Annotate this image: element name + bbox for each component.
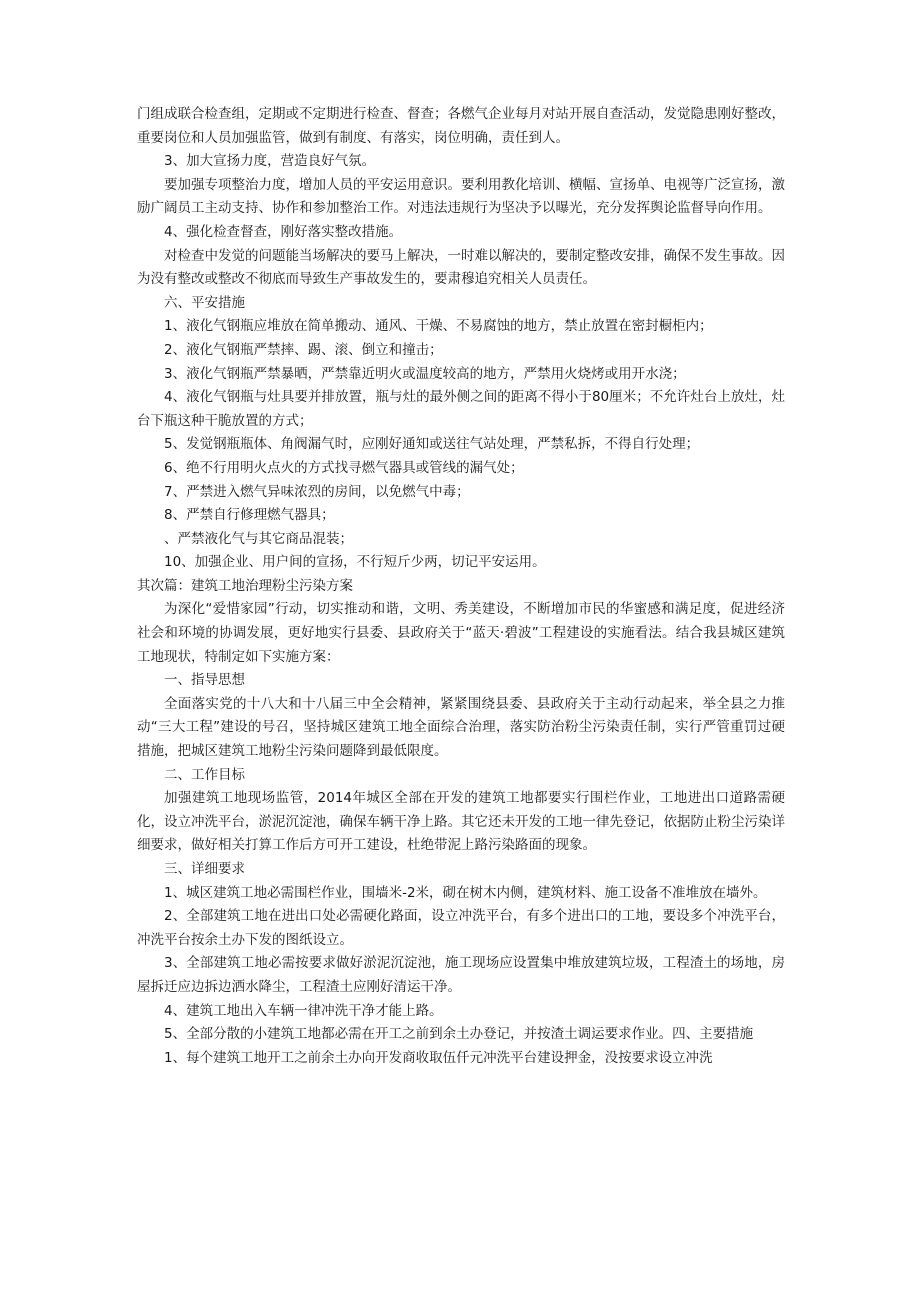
list-item: 7、严禁进入燃气异味浓烈的房间，以免燃气中毒；: [164, 483, 470, 500]
list-item: 2、全部建筑工地在进出口处必需硬化路面，设立冲洗平台，有多个进出口的工地，要设多个冲洗平台，冲洗平台按余土办下发的图纸设立。: [137, 908, 785, 948]
list-item: 5、发觉钢瓶瓶体、角阀漏气时，应刚好通知或送往气站处理，严禁私拆，不得自行处理；: [164, 436, 700, 453]
paragraph: 4、强化检查督查，刚好落实整改措施。: [164, 223, 403, 240]
list-item: 1、每个建筑工地开工之前余土办向开发商收取伍仟元冲洗平台建设押金，没按要求设立冲洗: [164, 1049, 713, 1066]
list-item: 3、全部建筑工地必需按要求做好淤泥沉淀池，施工现场应设置集中堆放建筑垃圾，工程渣土的场地，房屋拆迁应边拆边洒水降尘，工程渣土应刚好清运干净。: [137, 955, 785, 995]
section-heading: 二、工作目标: [164, 766, 245, 783]
list-item: 5、全部分散的小建筑工地都必需在开工之前到余土办登记，并按渣土调运要求作业。四、主要措施: [164, 1026, 754, 1043]
list-item: 2、液化气钢瓶严禁摔、踢、滚、倒立和撞击；: [164, 341, 443, 358]
paragraph: 门组成联合检查组，定期或不定期进行检查、督查；各燃气企业每月对站开展自查活动，发觉隐患刚好整改，重要岗位和人员加强监管，做到有制度、有落实，岗位明确，责任到人。: [137, 106, 785, 146]
list-item: 10、加强企业、用户间的宣扬，不行短斤少两，切记平安运用。: [164, 554, 546, 571]
article-title: 其次篇：建筑工地治理粉尘污染方案: [137, 577, 353, 594]
section-heading: 一、指导思想: [164, 672, 245, 689]
section-heading: 三、详细要求: [164, 861, 245, 877]
paragraph: 对检查中发觉的问题能当场解决的要马上解决，一时难以解决的，要制定整改安排，确保不发生事故。因为没有整改或整改不彻底而导致生产事故发生的，要肃穆追究相关人员责任。: [137, 247, 785, 288]
paragraph: 全面落实党的十八大和十八届三中全会精神，紧紧围绕县委、县政府关于主动行动起来，举全县之力推动“三大工程”建设的号召，坚持城区建筑工地全面综合治理，落实防治粉尘污染责任制，实行严管重罚过硬措施，把城区建筑工地粉尘污染问题降到最低限度。: [137, 695, 785, 760]
paragraph: 要加强专项整治力度，增加人员的平安运用意识。要利用教化培训、横幅、宣扬单、电视等广泛宣扬，激励广阔员工主动支持、协作和参加整治工作。对违法违规行为坚决予以曝光，充分发挥舆论监督导向作用。: [137, 176, 785, 217]
list-item: 、严禁液化气与其它商品混装；: [164, 530, 353, 547]
list-item: 4、液化气钢瓶与灶具要并排放置，瓶与灶的最外侧之间的距离不得小于80厘米；不允许灶台上放灶，灶台下瓶这种干脆放置的方式；: [137, 389, 785, 429]
list-item: 1、液化气钢瓶应堆放在简单搬动、通风、干燥、不易腐蚀的地方，禁止放置在密封橱柜内；: [164, 318, 713, 335]
list-item: 6、绝不行用明火点火的方式找寻燃气器具或管线的漏气处；: [164, 459, 524, 476]
paragraph: 为深化“爱惜家园”行动，切实推动和谐，文明、秀美建设，不断增加市民的华蜜感和满足度，促进经济社会和环境的协调发展，更好地实行县委、县政府关于“蓝天·碧波”工程建设的实施看法。结合我县城区建筑工地现状，特制定如下实施方案：: [137, 601, 785, 665]
document-page: [137, 103, 785, 1070]
list-item: 4、建筑工地出入车辆一律冲洗干净才能上路。: [164, 1002, 443, 1019]
list-item: 3、液化气钢瓶严禁暴晒，严禁靠近明火或温度较高的地方，严禁用火烧烤或用开水浇；: [164, 365, 686, 382]
list-item: 8、严禁自行修理燃气器具；: [164, 507, 335, 524]
paragraph: 加强建筑工地现场监管，2014年城区全部在开发的建筑工地都要实行围栏作业，工地进出口道路需硬化，设立冲洗平台，淤泥沉淀池，确保车辆干净上路。其它还未开发的工地一律先登记，依据防止粉尘污染详细要求，做好相关打算工作后方可开工建设，杜绝带泥上路污染路面的现象。: [137, 790, 785, 854]
list-item: 1、城区建筑工地必需围栏作业，围墙米-2米，砌在树木内侧，建筑材料、施工设备不准堆放在墙外。: [164, 884, 767, 901]
paragraph: 3、加大宣扬力度，营造良好气氛。: [164, 153, 376, 170]
section-heading: 六、平安措施: [164, 294, 245, 311]
